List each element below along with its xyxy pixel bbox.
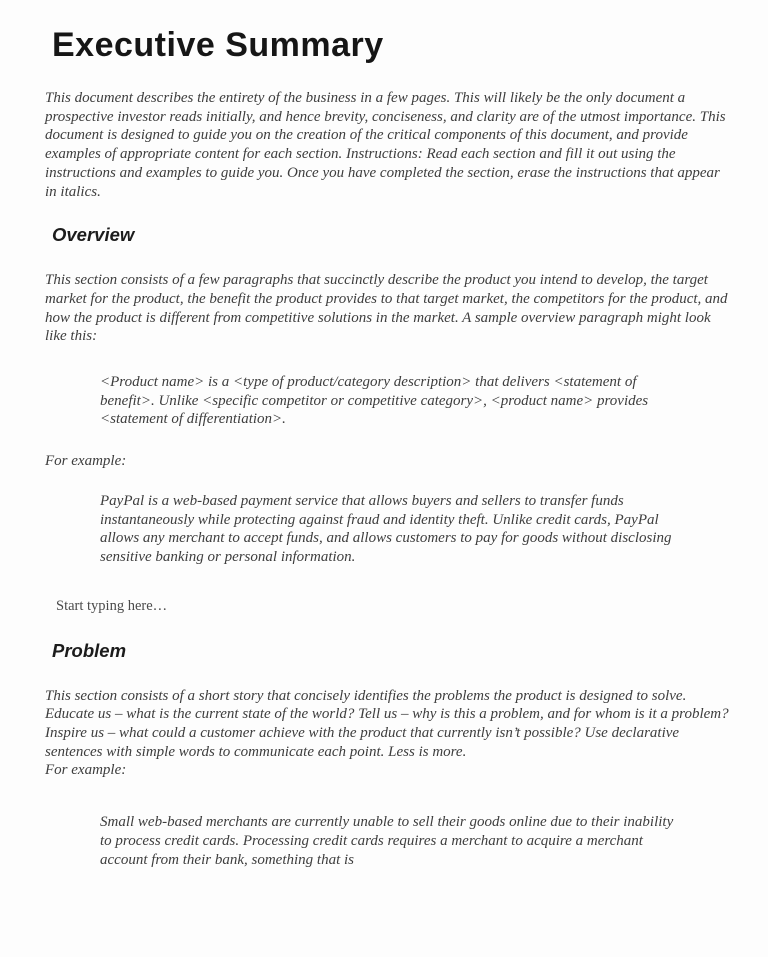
start-typing-placeholder[interactable]: Start typing here… bbox=[56, 597, 168, 614]
document-title: Executive Summary bbox=[52, 26, 384, 64]
overview-example-paragraph: PayPal is a web-based payment service that allows buyers and sellers to transfer funds instantaneously while protecting against fraud and identity theft. Unlike credit cards, PayPal allows any merchant to accept funds, and allows customers to pay for goods without disclosing sensitive banking or personal information. bbox=[100, 492, 672, 565]
overview-example-label: For example: bbox=[45, 453, 127, 470]
problem-example-paragraph: Small web-based merchants are currently unable to sell their goods online due to their inability to process credit cards. Processing credit cards requires a merchant to acquire a merchant account from their bank, something that is bbox=[100, 814, 674, 868]
problem-example-label: For example: bbox=[45, 762, 127, 779]
overview-template-quote: <Product name> is a <type of product/category description> that delivers <statement of benefit>. Unlike <specific competitor or competitive category>, <product name> provides <statement of differentiation>. bbox=[100, 374, 649, 428]
problem-section-heading: Problem bbox=[52, 639, 127, 661]
overview-section-heading: Overview bbox=[52, 224, 135, 246]
problem-instructions-paragraph: This section consists of a short story that concisely identifies the problems the product is designed to solve. Educate us – what is the current state of the world? Tell us – why is this a problem, and for whom is it a problem? Inspire us – what could a customer achieve with the product that currently isn’t possible? Use declarative sentences with simple words to communicate each point. Less is more. bbox=[45, 687, 729, 760]
intro-instructions-paragraph: This document describes the entirety of the business in a few pages. This will likely be the only document a prospective investor reads initially, and hence brevity, conciseness, and clarity are of the utmost importance. This document is designed to guide you on the creation of the critical components of this document, and provide examples of appropriate content for each section. Instructions: Read each section and fill it out using the instructions and examples to guide you. Once you have completed the section, erase the instructions that appear in italics. bbox=[45, 90, 726, 200]
overview-instructions-paragraph: This section consists of a few paragraphs that succinctly describe the product you intend to develop, the target market for the product, the benefit the product provides to that target market, the competitors for the product, and how the product is different from competitive solutions in the market. A sample overview paragraph might look like this: bbox=[45, 272, 728, 345]
